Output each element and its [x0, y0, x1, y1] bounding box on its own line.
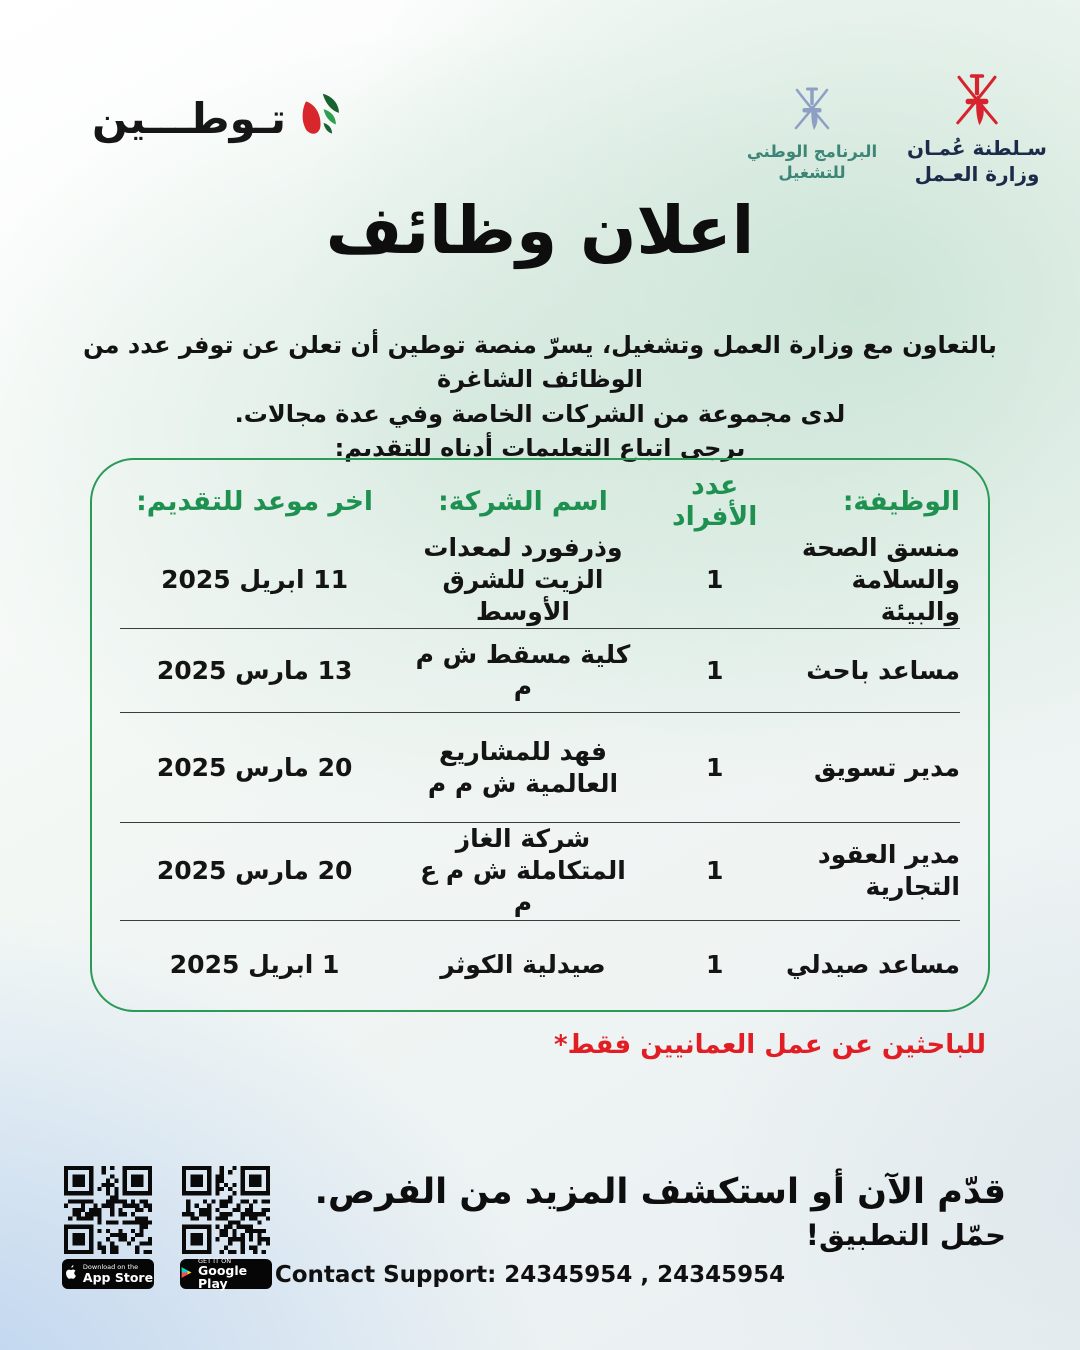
app-store-badge-bottom-text: App Store: [82, 1269, 154, 1285]
job-title: مساعد باحث: [806, 655, 960, 685]
google-play-badge-top-text: GET IT ON: [198, 1256, 232, 1265]
intro-line2: لدى مجموعة من الشركات الخاصة وفي عدة مجالات.: [234, 399, 846, 428]
application-deadline: 1 ابريل 2025: [169, 950, 340, 980]
application-deadline: 11 ابريل 2025: [161, 565, 349, 594]
intro-line3: يرجى اتباع التعليمات أدناه للتقديم:: [334, 433, 746, 462]
company-name: صيدلية الكوثر: [440, 950, 606, 980]
application-deadline: 20 مارس 2025: [156, 752, 353, 782]
tawteen-flower-icon: [296, 90, 342, 146]
ministry-logo-line1: سـلطنة عُمـان: [907, 136, 1047, 160]
cta-line1: قدّم الآن أو استكشف المزيد من الفرص.: [314, 1172, 1006, 1212]
table-row: [114, 921, 966, 1010]
headcount: 1: [705, 856, 724, 886]
company-name: كلية مسقط ش م م: [415, 639, 631, 701]
nep-logo-line2: للتشغيل: [778, 162, 846, 182]
headcount: 1: [705, 655, 724, 685]
page-title: اعلان وظائف: [325, 192, 755, 269]
job-title: مدير تسويق: [814, 752, 960, 782]
ministry-logo-line2: وزارة العـمل: [914, 162, 1040, 186]
app-store-badge-top-text: Download on the: [82, 1263, 139, 1271]
table-row: [114, 823, 966, 920]
nep-logo-line1: البرنامج الوطني: [746, 142, 878, 161]
tawteen-logo-text: تـوطـــين: [92, 93, 287, 143]
omanis-only-note: للباحثين عن عمل العمانيين فقط*: [554, 1030, 986, 1060]
table-row: [114, 713, 966, 822]
company-name: وذرفورد لمعدات الزيت للشرق الأوسط: [423, 533, 623, 626]
job-title: مدير العقود التجارية: [817, 840, 960, 902]
table-header-row: [114, 460, 966, 532]
national-employment-program-logo: [742, 70, 882, 183]
company-name: فهد للمشاريع العالمية ش م م: [427, 736, 619, 798]
application-deadline: 13 مارس 2025: [156, 655, 353, 685]
headcount: 1: [705, 752, 724, 782]
oman-emblem-icon: [945, 70, 1009, 134]
intro-paragraph: [40, 328, 1040, 465]
google-play-qr-code[interactable]: [182, 1166, 270, 1254]
column-header-deadline: اخر موعد للتقديم:: [136, 485, 374, 517]
column-header-company: اسم الشركة:: [438, 485, 608, 517]
intro-line1: بالتعاون مع وزارة العمل وتشغيل، يسرّ منصة توطين أن تعلن عن توفر عدد من الوظائف الشاغرة: [83, 331, 997, 394]
job-title: مساعد صيدلي: [785, 950, 960, 980]
headcount: 1: [705, 950, 724, 980]
oman-emblem-icon: [784, 84, 840, 138]
jobs-table: [90, 458, 990, 1012]
header-logos: [742, 70, 1052, 186]
call-to-action: [315, 1172, 1006, 1252]
ministry-of-labour-logo: [902, 70, 1052, 186]
application-deadline: 20 مارس 2025: [156, 856, 353, 886]
company-name: شركة الغاز المتكاملة ش م ع م: [420, 824, 626, 918]
column-header-job: الوظيفة:: [842, 485, 960, 517]
app-store-qr-code[interactable]: [64, 1166, 152, 1254]
job-title: منسق الصحة والسلامة والبيئة: [801, 533, 960, 626]
table-row: [114, 629, 966, 712]
table-row: [114, 532, 966, 628]
headcount: 1: [705, 565, 724, 594]
contact-support: Contact Support: 24345954 , 24345954: [274, 1262, 786, 1288]
cta-line2: حمّل التطبيق!: [805, 1218, 1006, 1253]
column-header-count: عدد الأفراد: [671, 470, 758, 532]
tawteen-logo: [92, 90, 342, 146]
google-play-badge-bottom-text: Google Play: [198, 1263, 248, 1291]
